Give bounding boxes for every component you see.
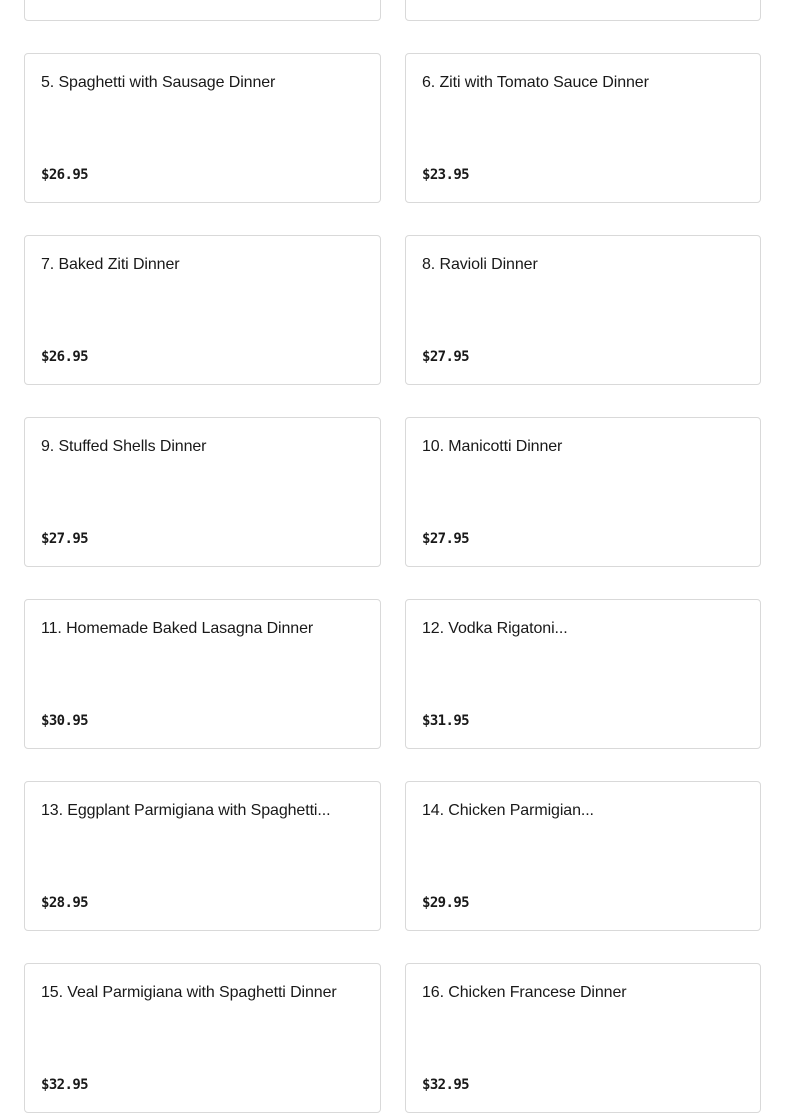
menu-item-name: 13. Eggplant Parmigiana with Spaghetti... — [41, 802, 331, 819]
menu-item-price: $27.95 — [41, 531, 88, 547]
menu-item-name: 14. Chicken Parmigian... — [422, 802, 594, 819]
menu-item-card[interactable] — [405, 599, 761, 749]
menu-item-price: $27.95 — [422, 349, 469, 365]
menu-item-card[interactable] — [24, 235, 381, 385]
menu-item-price: $32.95 — [41, 1077, 88, 1093]
menu-item-name: 11. Homemade Baked Lasagna Dinner — [41, 620, 314, 637]
menu-item-price: $26.95 — [41, 167, 88, 183]
menu-item-name: 7. Baked Ziti Dinner — [41, 256, 180, 273]
menu-item-name: 10. Manicotti Dinner — [422, 438, 563, 455]
menu-item-card[interactable] — [405, 963, 761, 1113]
menu-item-price: $23.95 — [422, 167, 469, 183]
menu-item-card[interactable] — [24, 53, 381, 203]
menu-item-card[interactable] — [405, 0, 761, 21]
menu-item-price: $26.95 — [41, 349, 88, 365]
menu-item-name: 8. Ravioli Dinner — [422, 256, 538, 273]
menu-item-card[interactable] — [24, 0, 381, 21]
menu-item-name: 12. Vodka Rigatoni... — [422, 620, 568, 637]
menu-item-price: $29.95 — [422, 895, 469, 911]
menu-item-card[interactable] — [24, 417, 381, 567]
menu-item-name: 5. Spaghetti with Sausage Dinner — [41, 74, 276, 91]
menu-item-price: $27.95 — [422, 531, 469, 547]
menu-item-name: 6. Ziti with Tomato Sauce Dinner — [422, 74, 649, 91]
menu-item-card[interactable] — [405, 781, 761, 931]
menu-item-price: $28.95 — [41, 895, 88, 911]
menu-item-card[interactable] — [24, 599, 381, 749]
menu-item-grid — [24, 0, 761, 1113]
menu-item-name: 9. Stuffed Shells Dinner — [41, 438, 207, 455]
menu-item-name: 15. Veal Parmigiana with Spaghetti Dinner — [41, 984, 337, 1001]
menu-item-card[interactable] — [405, 417, 761, 567]
menu-item-price: $30.95 — [41, 713, 88, 729]
menu-item-card[interactable] — [24, 963, 381, 1113]
menu-item-price: $32.95 — [422, 1077, 469, 1093]
menu-item-card[interactable] — [405, 53, 761, 203]
menu-item-card[interactable] — [405, 235, 761, 385]
menu-item-card[interactable] — [24, 781, 381, 931]
menu-item-name: 16. Chicken Francese Dinner — [422, 984, 627, 1001]
menu-item-price: $31.95 — [422, 713, 469, 729]
